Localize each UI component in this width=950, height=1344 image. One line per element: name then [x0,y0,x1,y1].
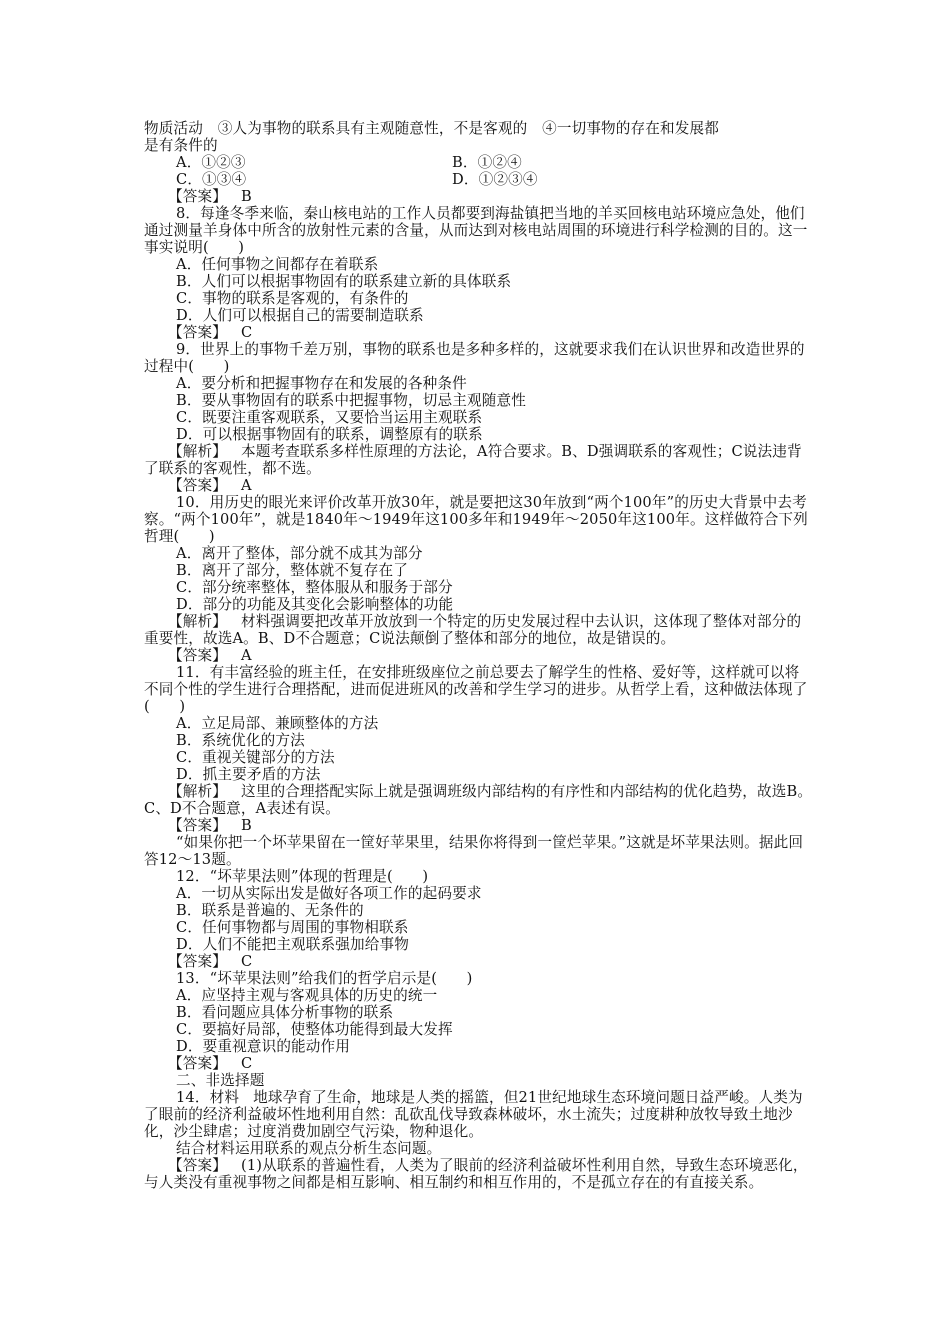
analysis-text: 这里的合理搭配实际上就是强调班级内部结构的有序性和内部结构的优化趋势，故选B。C、D不合题意，A表述有误。 [144,783,813,817]
analysis-text: 本题考查联系多样性原理的方法论，A符合要求。B、D强调联系的客观性；C说法违背了联系的客观性，都不选。 [144,443,802,477]
answer-value: C [240,953,253,970]
answer-tag: 【答案】 [168,324,227,341]
answer-line [144,817,814,834]
question-option: D．部分的功能及其变化会影响整体的功能 [176,596,454,613]
answer-tag: 【答案】 [168,817,227,834]
answer-tag: 【答案】 [168,1055,227,1072]
question-option: C．任何事物都与周围的事物相联系 [176,919,409,936]
q14-task: 结合材料运用联系的观点分析生态问题。 [176,1140,442,1157]
answer-tag: 【答案】 [168,647,227,664]
analysis-tag: 【解析】 [168,613,227,630]
question-option: A．要分析和把握事物存在和发展的各种条件 [176,375,467,392]
question-option: B．人们可以根据事物固有的联系建立新的具体联系 [176,273,512,290]
question-option: B．离开了部分，整体就不复存在了 [176,562,409,579]
question-option: A．任何事物之间都存在着联系 [176,256,379,273]
shared-passage: “如果你把一个坏苹果留在一筐好苹果里，结果你将得到一筐烂苹果。”这就是坏苹果法则。据此回答12～13题。 [144,834,804,868]
question-option: C．事物的联系是客观的，有条件的 [176,290,409,307]
analysis-tag: 【解析】 [168,783,227,800]
question-option: A．应坚持主观与客观具体的历史的统一 [176,987,438,1004]
option-c: C．①③④ [176,171,247,188]
q14-material-text: 地球孕育了生命，地球是人类的摇篮，但21世纪地球生态环境问题日益严峻。人类为了眼前的经济利益破坏性地利用自然：乱砍乱伐导致森林破坏，水土流失；过度耕种放牧导致土地沙化，沙尘肆虐；过度消费加剧空气污染，物种退化。 [144,1089,803,1140]
analysis-tag: 【解析】 [168,443,227,460]
analysis-line [144,443,814,477]
option-b: B．①②④ [452,154,522,171]
answer-value: B [240,188,252,205]
question-option: C．既要注重客观联系，又要恰当运用主观联系 [176,409,483,426]
answer-line [144,647,814,664]
q14-label: 14．材料 [176,1089,240,1106]
question-stem: 11．有丰富经验的班主任，在安排班级座位之前总要去了解学生的性格、爱好等，这样就可以将不同个性的学生进行合理搭配，进而促进班风的改善和学生学习的进步。从哲学上看，这种做法体现了( ) [144,664,808,715]
q14-material [144,1089,814,1140]
question-stem: 12．“坏苹果法则”体现的哲理是( ) [176,868,429,885]
analysis-line [144,613,814,647]
question-stem: 8．每逢冬季来临，秦山核电站的工作人员都要到海盐镇把当地的羊买回核电站环境应急处，他们通过测量羊身体中所含的放射性元素的含量，从而达到对核电站周围的环境进行科学检测的目的。这一事实说明( ) [144,205,808,256]
intro-options-row2 [144,171,814,188]
question-option: B．系统优化的方法 [176,732,305,749]
answer-line [144,953,814,970]
answer-line [144,324,814,341]
question-option: D．要重视意识的能动作用 [176,1038,351,1055]
answer-value: B [240,817,252,834]
answer-line [144,1055,814,1072]
answer-tag: 【答案】 [168,953,227,970]
question-option: A．离开了整体，部分就不成其为部分 [176,545,423,562]
answer-tag: 【答案】 [168,188,227,205]
answer-text: (1)从联系的普遍性看，人类为了眼前的经济利益破坏性利用自然，导致生态环境恶化，与人类没有重视事物之间都是相互影响、相互制约和相互作用的，不是孤立存在的有直接关系。 [144,1157,808,1191]
answer-tag: 【答案】 [168,477,227,494]
question-option: D．可以根据事物固有的联系，调整原有的联系 [176,426,483,443]
question-option: C．部分统率整体，整体服从和服务于部分 [176,579,453,596]
answer-tag: 【答案】 [168,1157,227,1174]
answer-value: C [240,324,253,341]
section-heading: 二、非选择题 [176,1072,265,1089]
answer-value: A [240,647,252,664]
question-option: D．抓主要矛盾的方法 [176,766,321,783]
answer-line [144,188,814,205]
intro-options-row1 [144,154,814,171]
question-option: B．看问题应具体分析事物的联系 [176,1004,394,1021]
question-option: D．人们不能把主观联系强加给事物 [176,936,410,953]
question-stem: 9．世界上的事物千差万别，事物的联系也是多种多样的，这就要求我们在认识世界和改造世界的过程中( ) [144,341,805,375]
option-a: A．①②③ [176,154,246,171]
intro-line1: 物质活动 ③人为事物的联系具有主观随意性，不是客观的 ④一切事物的存在和发展都 [144,120,720,137]
question-option: C．要搞好局部，使整体功能得到最大发挥 [176,1021,453,1038]
q14-answer [144,1157,814,1191]
analysis-text: 材料强调要把改革开放放到一个特定的历史发展过程中去认识，这体现了整体对部分的重要性，故选A。B、D不合题意；C说法颠倒了整体和部分的地位，故是错误的。 [144,613,802,647]
option-d: D．①②③④ [452,171,538,188]
question-option: C．重视关键部分的方法 [176,749,335,766]
answer-value: A [240,477,252,494]
question-option: B．要从事物固有的联系中把握事物，切忌主观随意性 [176,392,526,409]
answer-value: C [240,1055,253,1072]
question-option: D．人们可以根据自己的需要制造联系 [176,307,424,324]
question-option: A．一切从实际出发是做好各项工作的起码要求 [176,885,482,902]
document-page [144,120,814,1191]
analysis-line [144,783,814,817]
question-stem: 13．“坏苹果法则”给我们的哲学启示是( ) [176,970,473,987]
question-option: B．联系是普遍的、无条件的 [176,902,364,919]
intro-line2: 是有条件的 [144,137,218,154]
question-stem: 10．用历史的眼光来评价改革开放30年，就是要把这30年放到“两个100年”的历史大背景中去考察。“两个100年”，就是1840年～1949年这100多年和1949年～2050年这100年。这样做符合下列哲理( ) [144,494,808,545]
question-option: A．立足局部、兼顾整体的方法 [176,715,379,732]
answer-line [144,477,814,494]
